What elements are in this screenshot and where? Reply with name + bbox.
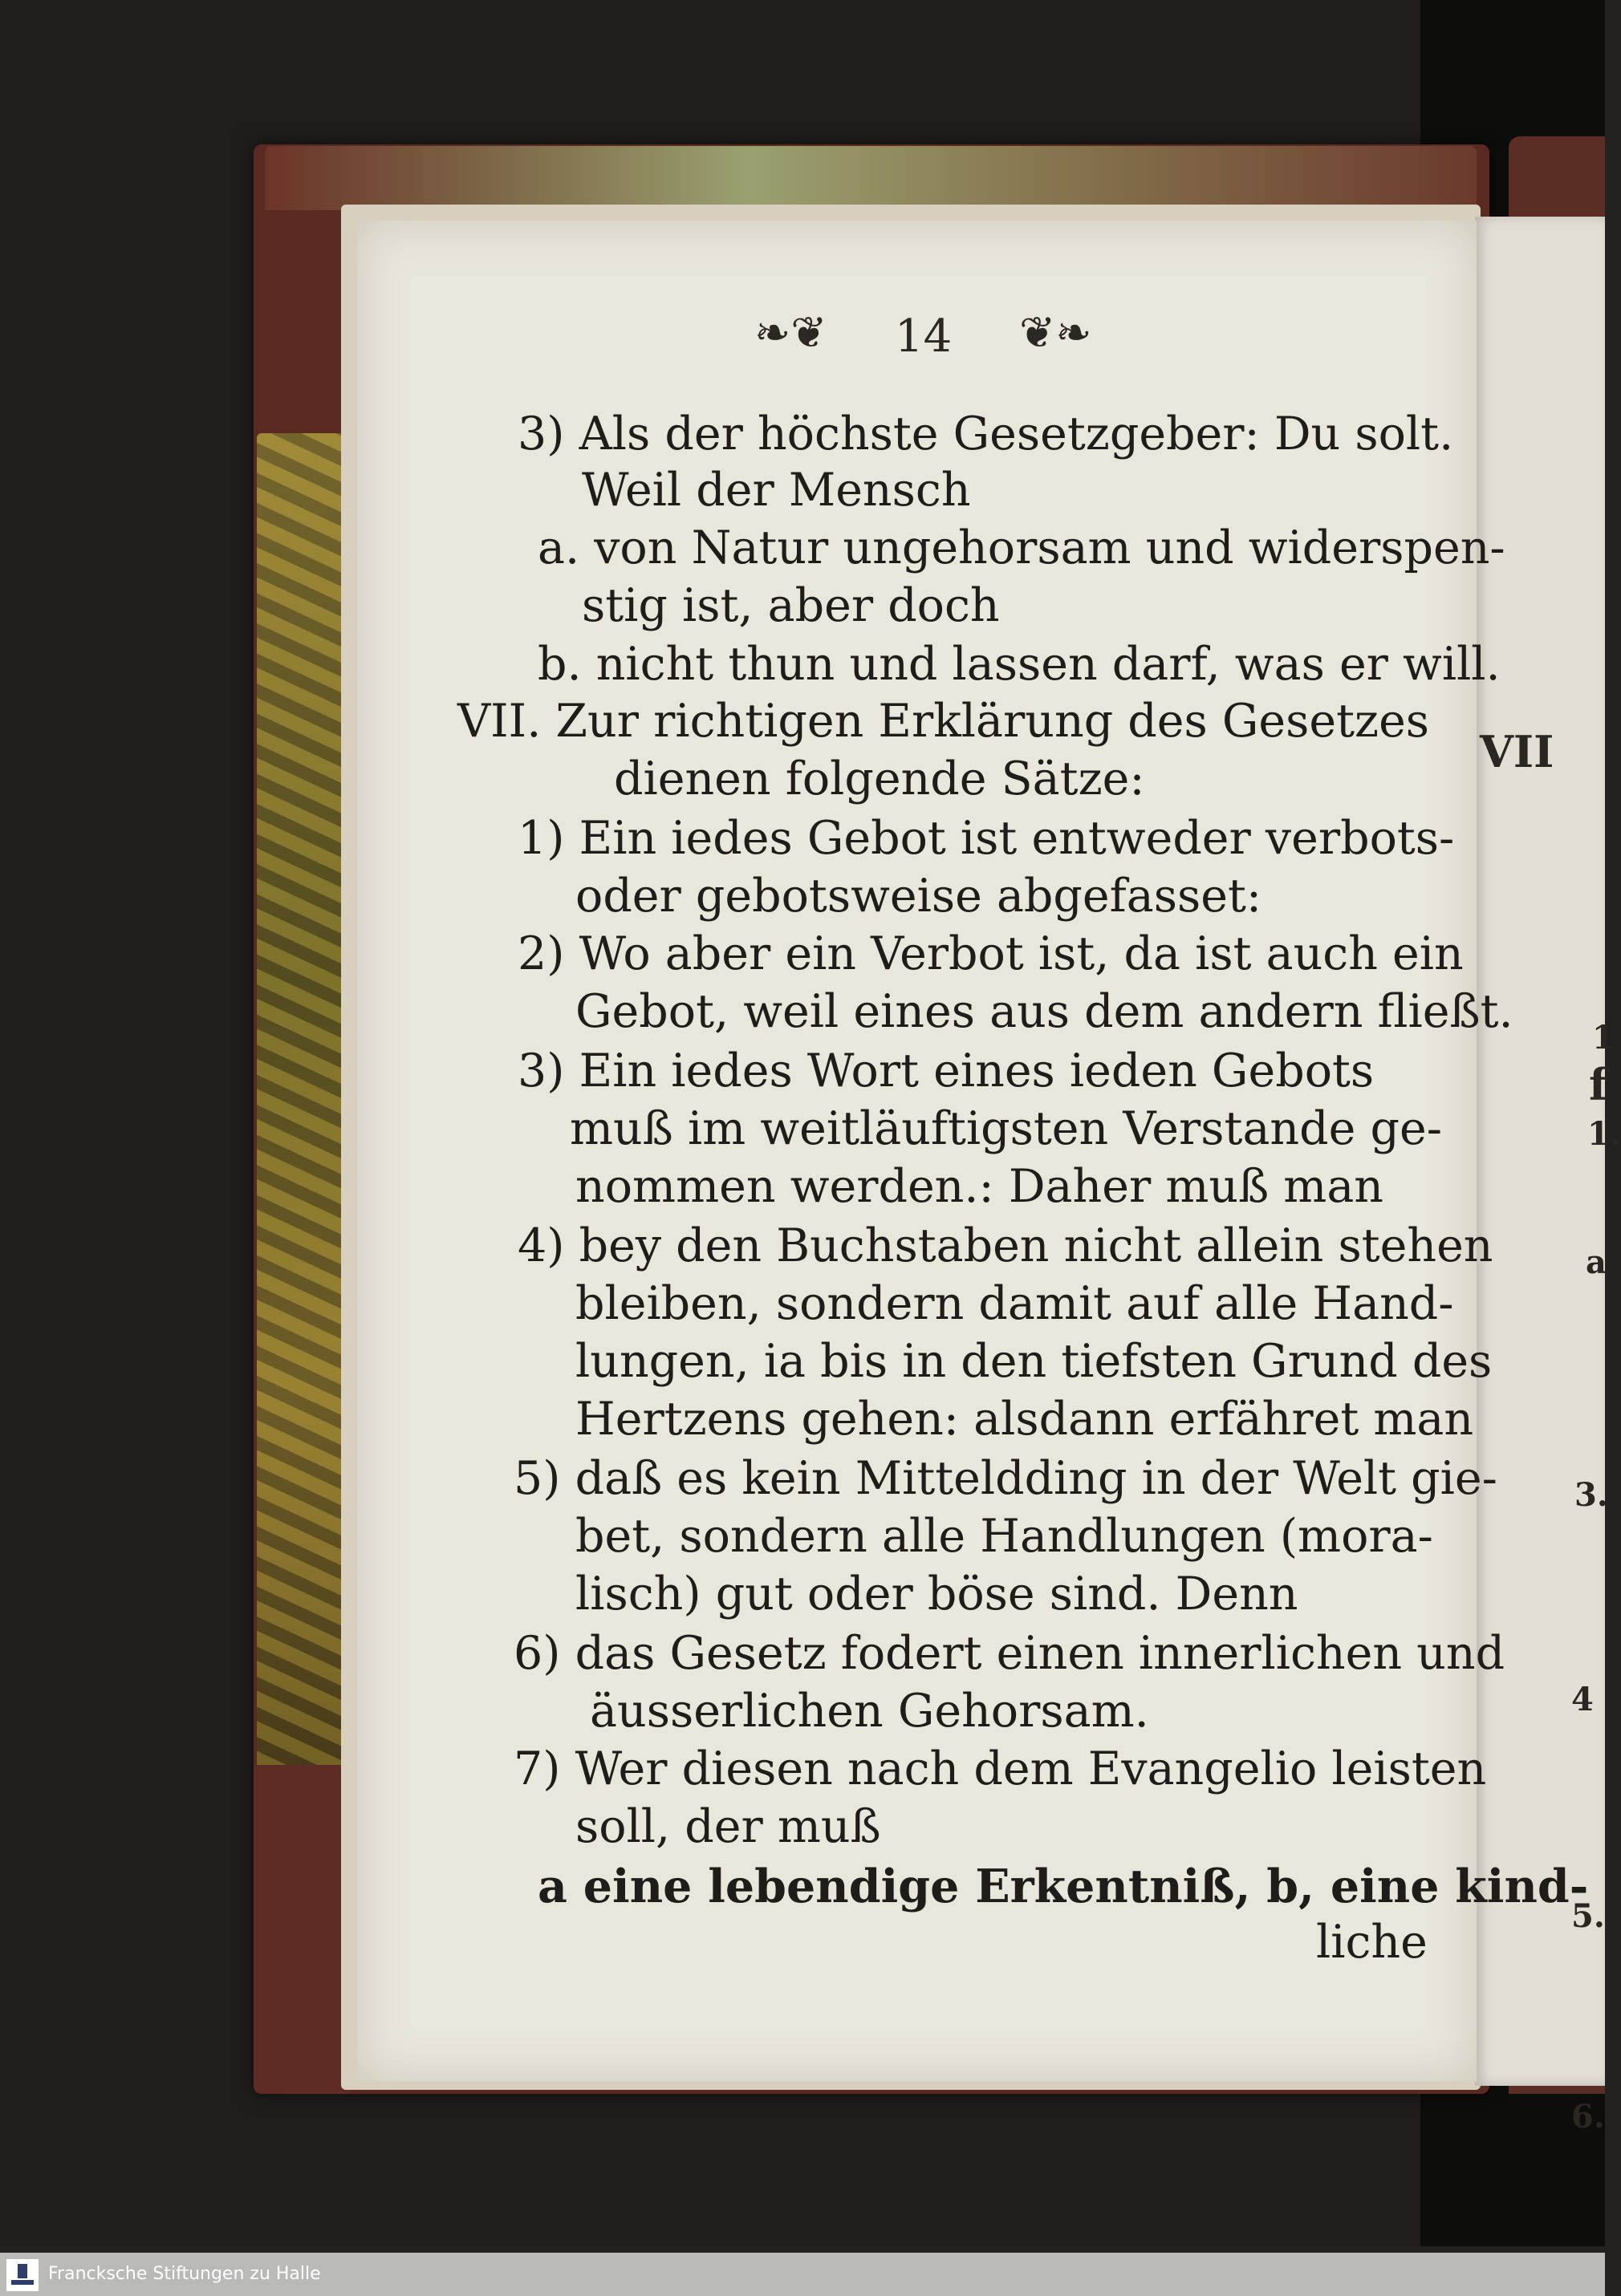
header-ornament-left-icon: ❧❦: [754, 307, 827, 358]
header-ornament-right-icon: ❦❧: [1019, 307, 1092, 358]
text-line: Weil der Mensch: [582, 464, 971, 517]
next-page: [1475, 217, 1621, 2136]
book-cover-top-edge: [265, 146, 1477, 210]
page-number: 14: [895, 310, 953, 363]
text-line: bleiben, sondern damit auf alle Hand-: [575, 1277, 1454, 1330]
catchword: liche: [1316, 1916, 1428, 1969]
text-line: muß im weitläuftigsten Verstande ge-: [570, 1102, 1442, 1155]
footer-bar: [0, 2253, 1605, 2296]
text-line: soll, der muß: [575, 1800, 881, 1853]
next-page-fragment: 4: [1571, 1681, 1594, 1718]
text-line: stig ist, aber doch: [582, 579, 1000, 632]
next-page-fragment: f: [1589, 1059, 1608, 1110]
text-line: VII. Zur richtigen Erklärung des Gesetzes: [457, 695, 1430, 748]
next-page-fragment: 6.: [1571, 2098, 1605, 2136]
text-line: äusserlichen Gehorsam.: [590, 1685, 1149, 1738]
text-line: a eine lebendige Erkentniß, b, eine kind-: [538, 1860, 1589, 1913]
text-line: 1) Ein iedes Gebot ist entweder verbots-: [518, 812, 1455, 865]
text-line: lisch) gut oder böse sind. Denn: [575, 1568, 1298, 1621]
text-line: Gebot, weil eines aus dem andern fließt.: [575, 985, 1513, 1038]
next-page-fragment: 1: [1592, 1019, 1615, 1057]
book-page: [357, 221, 1589, 2082]
next-page-fragment: VII: [1480, 726, 1554, 777]
next-page-fragment: a: [1586, 1243, 1607, 1281]
institution-logo-icon: [6, 2259, 39, 2291]
book-cover-corner: [254, 1765, 350, 2094]
text-line: b. nicht thun und lassen darf, was er will.: [538, 638, 1501, 691]
next-page-fragment: 1.: [1587, 1115, 1621, 1153]
text-line: 2) Wo aber ein Verbot ist, da ist auch ein: [518, 927, 1464, 980]
marbled-endpaper: [257, 433, 345, 1797]
next-page-fragment: 3.: [1574, 1476, 1608, 1514]
text-line: 5) daß es kein Mitteldding in der Welt gie-: [514, 1452, 1497, 1505]
text-line: 6) das Gesetz fodert einen innerlichen und: [514, 1627, 1505, 1680]
text-line: dienen folgende Sätze:: [614, 752, 1145, 805]
footer-credit: Francksche Stiftungen zu Halle: [48, 2264, 321, 2284]
text-line: 3) Ein iedes Wort eines ieden Gebots: [518, 1045, 1375, 1097]
text-line: lungen, ia bis in den tiefsten Grund des: [575, 1335, 1493, 1388]
next-page-fragment: 5.: [1571, 1897, 1605, 1935]
text-line: 7) Wer diesen nach dem Evangelio leisten: [514, 1742, 1487, 1795]
text-line: Hertzens gehen: alsdann erfähret man: [575, 1393, 1474, 1446]
text-line: nommen werden.: Daher muß man: [575, 1160, 1384, 1213]
text-line: oder gebotsweise abgefasset:: [575, 870, 1262, 923]
text-line: 4) bey den Buchstaben nicht allein stehen: [518, 1219, 1493, 1272]
text-line: 3) Als der höchste Gesetzgeber: Du solt.: [518, 408, 1454, 460]
text-line: bet, sondern alle Handlungen (mora-: [575, 1510, 1433, 1563]
text-line: a. von Natur ungehorsam und widerspen-: [538, 521, 1505, 574]
